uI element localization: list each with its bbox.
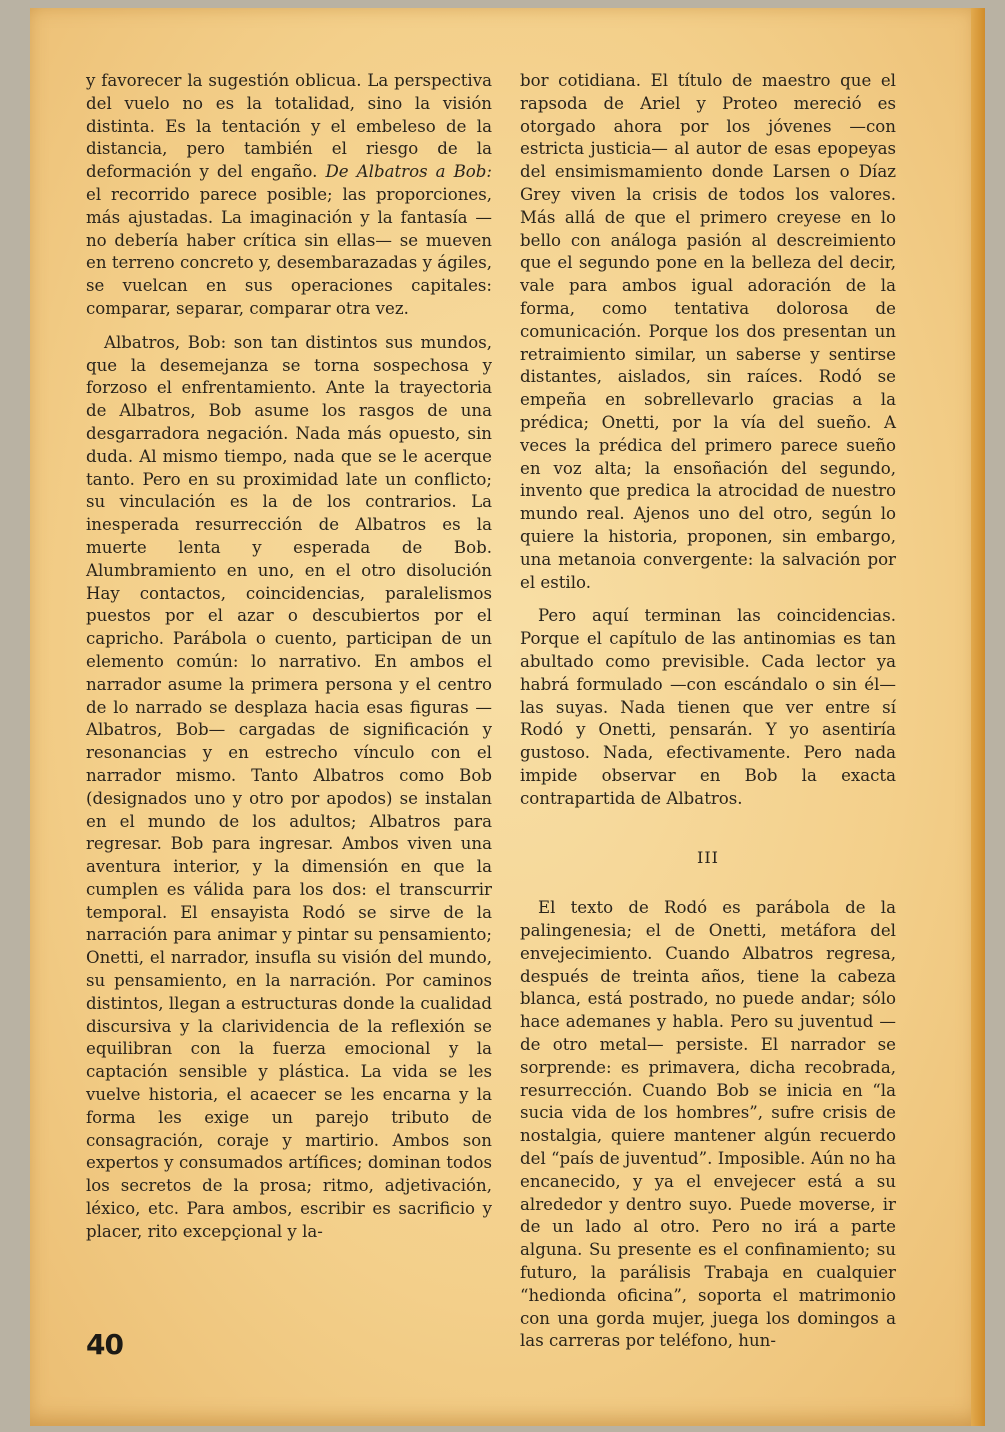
paragraph: Albatros, Bob: son tan distintos sus mundos, que la desemejanza se torna sospechosa y forzoso el enfrentamiento. Ante la trayectoria de Albatros, Bob asume los rasgos de una desgarradora negación. Nada más opuesto, sin duda. Al mismo tiempo, nada que se le acerque tanto. Pero en su proximidad late un conflicto; su vinculación es la de los contrarios. La inesperada resurrección de Albatros es la muerte lenta y esperada de Bob. Alumbramiento en uno, en el otro disolución Hay contactos, coincidencias, paralelismos puestos por el azar o descubiertos por el capricho. Parábola o cuento, participan de un elemento común: lo narrativo. En ambos el narrador asume la primera persona y el centro de lo narrado se desplaza hacia esas figuras —Albatros, Bob— cargadas de significación y resonancias y en estrecho vínculo con el narrador mismo. Tanto Albatros como Bob (designados uno y otro por apodos) se instalan en el mundo de los adultos; Albatros para regresar. Bob para ingresar. Ambos viven una aventura interior, y la dimensión en que la cumplen es válida para los dos: el transcurrir temporal. El ensayista Rodó se sirve de la narración para animar y pintar su pensamiento; Onetti, el narrador, insufla su visión del mundo, su pensamiento, en la narración. Por caminos distintos, llegan a estructuras donde la cualidad discursiva y la clarividencia de la reflexión se equilibran con la fuerza emocional y la captación sensible y plástica. La vida se les vuelve historia, el acaecer se les encarna y la forma les exige un parejo tributo de consagración, coraje y martirio. Ambos son expertos y consumados artífices; dominan todos los secretos de la prosa; ritmo, adjetivación, léxico, etc. Para ambos, escribir es sacrificio y placer, rito excepçional y la-: [86, 332, 492, 1241]
right-column: [520, 70, 896, 1364]
paragraph: [86, 70, 492, 321]
paragraph-text: y favorecer la sugestión oblicua. La perspectiva del vuelo no es la totalidad, sino la visión distinta. Es la tentación y el embeleso de la distancia, pero también el riesgo de la deformación y del engaño.: [86, 71, 492, 182]
paragraph: El texto de Rodó es parábola de la palingenesia; el de Onetti, metáfora del envejecimiento. Cuando Albatros regresa, después de treinta años, tiene la cabeza blanca, está postrado, no puede andar; sólo hace ademanes y habla. Pero su juventud —de otro metal— persiste. El narrador se sorprende: es primavera, dicha recobrada, resurrección. Cuando Bob se inicia en “la sucia vida de los hombres”, sufre crisis de nostalgia, quiere mantener algún recuerdo del “país de juventud”. Imposible. Aún no ha encanecido, y ya el envejecer está a su alrededor y dentro suyo. Puede moverse, ir de un lado al otro. Pero no irá a parte alguna. Su presente es el confinamiento; su futuro, la parálisis Trabaja en cualquier “hedionda oficina”, soporta el matrimonio con una gorda mujer, juega los domingos a las carreras por teléfono, hun-: [520, 898, 896, 1351]
paragraph: Pero aquí terminan las coincidencias. Porque el capítulo de las antinomias es tan abultado como previsible. Cada lector ya habrá formulado —con escándalo o sin él— las suyas. Nada tienen que ver entre sí Rodó y Onetti, pensarán. Y yo asentiría gustoso. Nada, efectivamente. Pero nada impide observar en Bob la exacta contrapartida de Albatros.: [520, 606, 896, 808]
italic-title: De Albatros a Bob:: [325, 162, 492, 182]
page-number: 40: [86, 1328, 123, 1361]
left-column: [86, 70, 492, 1255]
section-heading: III: [697, 847, 719, 867]
paragraph-text: el recorrido parece posible; las proporciones, más ajustadas. La imaginación y la fantasía —no debería haber crítica sin ellas— se mueven en terreno concreto y, desembarazadas y ágiles, se vuelcan en sus operaciones capitales: comparar, separar, comparar otra vez.: [86, 184, 492, 318]
paragraph: bor cotidiana. El título de maestro que el rapsoda de Ariel y Proteo mereció es otorgado ahora por los jóvenes —con estricta justicia— al autor de esas epopeyas del ensimismamiento donde Larsen o Díaz Grey viven la crisis de todos los valores. Más allá de que el primero creyese en lo bello con análoga pasión al descreimiento que el segundo pone en la belleza del decir, vale para ambos igual adoración de la forma, como tentativa dolorosa de comunicación. Porque los dos presentan un retraimiento similar, un saberse y sentirse distantes, aislados, sin raíces. Rodó se empeña en sobrellevarlo gracias a la prédica; Onetti, por la vía del sueño. A veces la prédica del primero parece sueño en voz alta; la ensoñación del segundo, invento que predica la atrocidad de nuestro mundo real. Ajenos uno del otro, según lo quiere la historia, proponen, sin embargo, una metanoia convergente: la salvación por el estilo.: [520, 71, 896, 592]
page-edge: [971, 8, 985, 1426]
page: [30, 8, 985, 1426]
